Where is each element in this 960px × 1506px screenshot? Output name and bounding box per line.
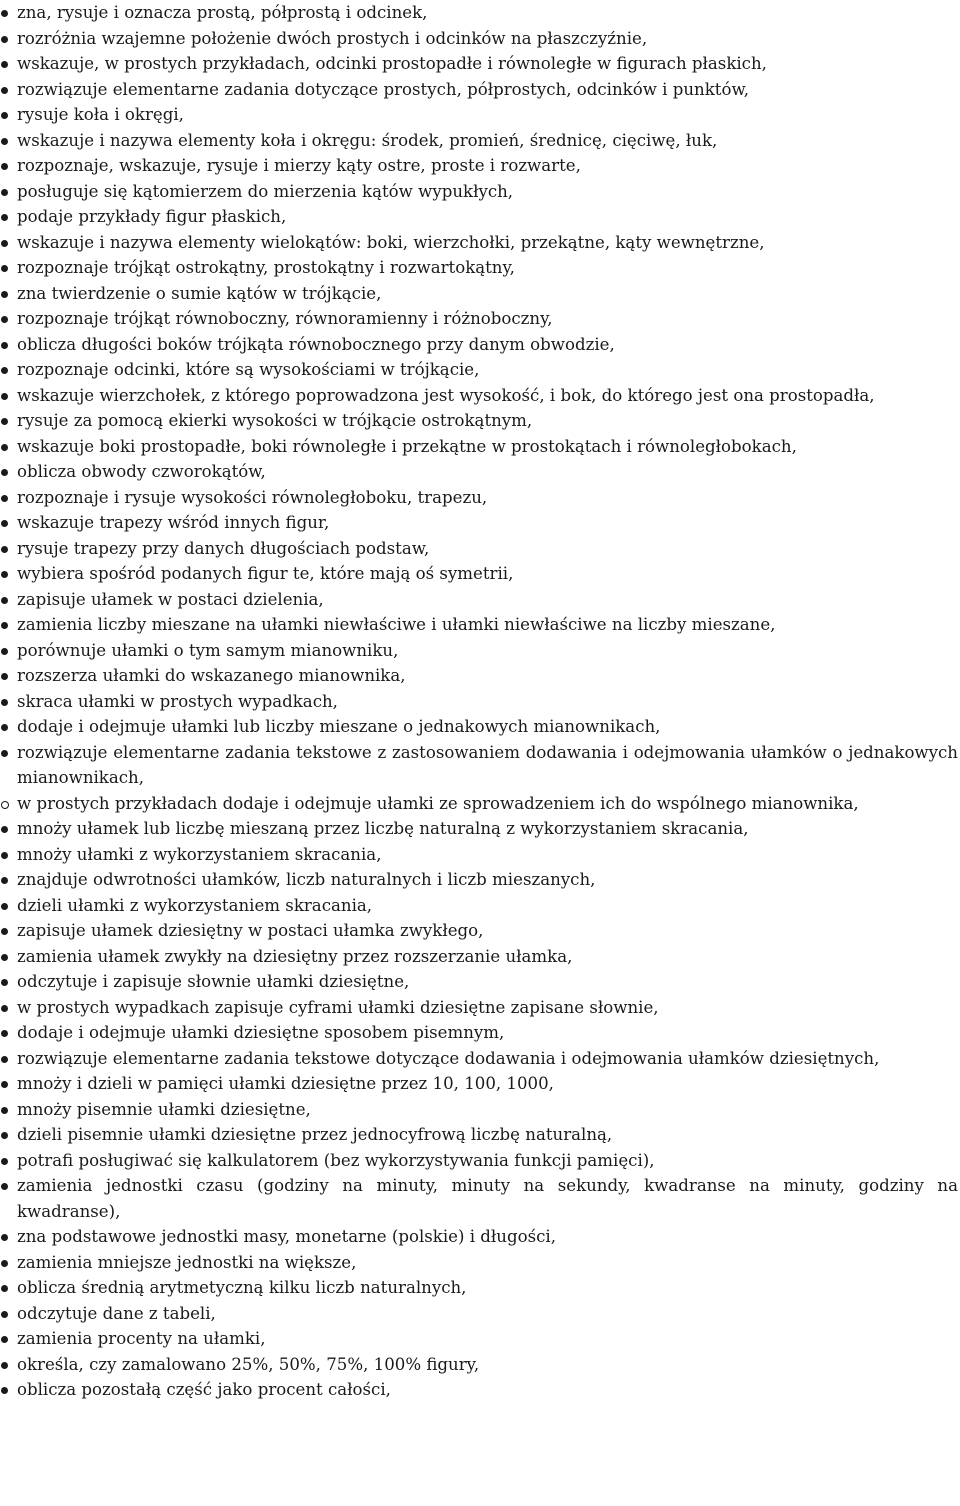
bullet-icon <box>1 316 8 323</box>
bullet-icon <box>1 826 8 833</box>
bullet-icon <box>1 240 8 247</box>
bullet-icon <box>1 699 8 706</box>
list-item: zamienia liczby mieszane na ułamki niewłaściwe i ułamki niewłaściwe na liczby mieszane, <box>17 612 958 638</box>
list-item: zapisuje ułamek w postaci dzielenia, <box>17 587 958 613</box>
list-item: wskazuje i nazywa elementy koła i okręgu: środek, promień, średnicę, cięciwę, łuk, <box>17 128 958 154</box>
list-item: posługuje się kątomierzem do mierzenia kątów wypukłych, <box>17 179 958 205</box>
bullet-icon <box>1 265 8 272</box>
list-item: w prostych wypadkach zapisuje cyframi ułamki dziesiętne zapisane słownie, <box>17 995 958 1021</box>
list-item: rozszerza ułamki do wskazanego mianownika, <box>17 663 958 689</box>
list-item: wskazuje boki prostopadłe, boki równoległe i przekątne w prostokątach i równoległobokach, <box>17 434 958 460</box>
list-item: oblicza obwody czworokątów, <box>17 459 958 485</box>
bullet-icon <box>1 1158 8 1165</box>
bullet-icon <box>1 1311 8 1318</box>
bullet-icon <box>1 393 8 400</box>
list-item: odczytuje dane z tabeli, <box>17 1301 958 1327</box>
bullet-icon <box>1 750 8 757</box>
bullet-icon <box>1 546 8 553</box>
bullet-icon <box>1 520 8 527</box>
bullet-icon <box>1 10 8 17</box>
list-item: zamienia jednostki czasu (godziny na minuty, minuty na sekundy, kwadranse na minuty, godziny na kwadranse), <box>17 1173 958 1224</box>
bullet-icon <box>1 1285 8 1292</box>
list-item: oblicza pozostałą część jako procent całości, <box>17 1377 958 1403</box>
bullet-icon <box>1 1362 8 1369</box>
bullet-icon <box>1 444 8 451</box>
list-item: znajduje odwrotności ułamków, liczb naturalnych i liczb mieszanych, <box>17 867 958 893</box>
list-item: rozpoznaje odcinki, które są wysokościami w trójkącie, <box>17 357 958 383</box>
bullet-icon <box>1 597 8 604</box>
list-item: dodaje i odejmuje ułamki dziesiętne sposobem pisemnym, <box>17 1020 958 1046</box>
bullet-icon <box>1 622 8 629</box>
list-item: oblicza średnią arytmetyczną kilku liczb naturalnych, <box>17 1275 958 1301</box>
list-item: mnoży pisemnie ułamki dziesiętne, <box>17 1097 958 1123</box>
bullet-icon <box>1 163 8 170</box>
list-item: rysuje trapezy przy danych długościach podstaw, <box>17 536 958 562</box>
bullet-icon <box>1 1005 8 1012</box>
list-item: zna podstawowe jednostki masy, monetarne (polskie) i długości, <box>17 1224 958 1250</box>
bullet-icon <box>1 189 8 196</box>
bullet-icon <box>1 877 8 884</box>
list-item: określa, czy zamalowano 25%, 50%, 75%, 100% figury, <box>17 1352 958 1378</box>
bullet-icon <box>1 342 8 349</box>
list-item: skraca ułamki w prostych wypadkach, <box>17 689 958 715</box>
bullet-icon <box>1 36 8 43</box>
bullet-icon <box>1 495 8 502</box>
bullet-icon <box>1 979 8 986</box>
list-item: rysuje za pomocą ekierki wysokości w trójkącie ostrokątnym, <box>17 408 958 434</box>
list-item: podaje przykłady figur płaskich, <box>17 204 958 230</box>
bullet-icon <box>1 1336 8 1343</box>
bullet-icon <box>1 648 8 655</box>
bullet-icon <box>1 138 8 145</box>
bullet-icon <box>1 1132 8 1139</box>
list-item: mnoży ułamek lub liczbę mieszaną przez liczbę naturalną z wykorzystaniem skracania, <box>17 816 958 842</box>
list-item: rozwiązuje elementarne zadania tekstowe z zastosowaniem dodawania i odejmowania ułamków o jednakowych mianownikach, <box>17 740 958 791</box>
list-item: dzieli ułamki z wykorzystaniem skracania, <box>17 893 958 919</box>
list-item: w prostych przykładach dodaje i odejmuje ułamki ze sprowadzeniem ich do wspólnego mianownika, <box>17 791 958 817</box>
list-item: rozpoznaje i rysuje wysokości równoległoboku, trapezu, <box>17 485 958 511</box>
bullet-icon <box>1 469 8 476</box>
list-item: rozwiązuje elementarne zadania tekstowe dotyczące dodawania i odejmowania ułamków dziesiętnych, <box>17 1046 958 1072</box>
list-item: wskazuje, w prostych przykładach, odcinki prostopadłe i równoległe w figurach płaskich, <box>17 51 958 77</box>
bullet-icon <box>1 1107 8 1114</box>
list-item: zamienia ułamek zwykły na dziesiętny przez rozszerzanie ułamka, <box>17 944 958 970</box>
bullet-icon <box>1 367 8 374</box>
list-item: rozpoznaje trójkąt równoboczny, równoramienny i różnoboczny, <box>17 306 958 332</box>
bullet-icon <box>1 214 8 221</box>
list-item: rozwiązuje elementarne zadania dotyczące prostych, półprostych, odcinków i punktów, <box>17 77 958 103</box>
list-item: potrafi posługiwać się kalkulatorem (bez wykorzystywania funkcji pamięci), <box>17 1148 958 1174</box>
bullet-icon <box>1 1183 8 1190</box>
bullet-icon <box>1 1030 8 1037</box>
bullet-icon <box>1 1234 8 1241</box>
list-item: mnoży ułamki z wykorzystaniem skracania, <box>17 842 958 868</box>
bullet-icon <box>1 87 8 94</box>
bullet-icon <box>1 291 8 298</box>
bullet-icon <box>1 954 8 961</box>
list-item: rozróżnia wzajemne położenie dwóch prostych i odcinków na płaszczyźnie, <box>17 26 958 52</box>
list-item: dzieli pisemnie ułamki dziesiętne przez jednocyfrową liczbę naturalną, <box>17 1122 958 1148</box>
bullet-icon <box>1 571 8 578</box>
list-item: zamienia mniejsze jednostki na większe, <box>17 1250 958 1276</box>
list-item: zna, rysuje i oznacza prostą, półprostą i odcinek, <box>17 0 958 26</box>
list-item: zapisuje ułamek dziesiętny w postaci ułamka zwykłego, <box>17 918 958 944</box>
list-item: porównuje ułamki o tym samym mianowniku, <box>17 638 958 664</box>
bullet-icon <box>1 903 8 910</box>
bullet-icon <box>1 928 8 935</box>
bullet-icon <box>1 112 8 119</box>
bullet-icon <box>1 673 8 680</box>
list-item: wskazuje trapezy wśród innych figur, <box>17 510 958 536</box>
list-item: zamienia procenty na ułamki, <box>17 1326 958 1352</box>
bullet-icon <box>1 1387 8 1394</box>
list-item: mnoży i dzieli w pamięci ułamki dziesiętne przez 10, 100, 1000, <box>17 1071 958 1097</box>
bullet-icon <box>1 61 8 68</box>
list-item: oblicza długości boków trójkąta równobocznego przy danym obwodzie, <box>17 332 958 358</box>
bullet-icon <box>1 1056 8 1063</box>
bullet-icon <box>1 1081 8 1088</box>
list-item: wybiera spośród podanych figur te, które mają oś symetrii, <box>17 561 958 587</box>
list-item: rozpoznaje trójkąt ostrokątny, prostokątny i rozwartokątny, <box>17 255 958 281</box>
list-item: odczytuje i zapisuje słownie ułamki dziesiętne, <box>17 969 958 995</box>
bullet-icon <box>1 418 8 425</box>
list-item: rysuje koła i okręgi, <box>17 102 958 128</box>
list-item: wskazuje i nazywa elementy wielokątów: boki, wierzchołki, przekątne, kąty wewnętrzne, <box>17 230 958 256</box>
bullet-icon <box>1 1260 8 1267</box>
list-item: rozpoznaje, wskazuje, rysuje i mierzy kąty ostre, proste i rozwarte, <box>17 153 958 179</box>
list-item: zna twierdzenie o sumie kątów w trójkącie, <box>17 281 958 307</box>
list-item: wskazuje wierzchołek, z którego poprowadzona jest wysokość, i bok, do którego jest ona prostopadła, <box>17 383 958 409</box>
list-item: dodaje i odejmuje ułamki lub liczby mieszane o jednakowych mianownikach, <box>17 714 958 740</box>
circle-bullet-icon <box>1 801 9 809</box>
bullet-icon <box>1 724 8 731</box>
bullet-icon <box>1 852 8 859</box>
